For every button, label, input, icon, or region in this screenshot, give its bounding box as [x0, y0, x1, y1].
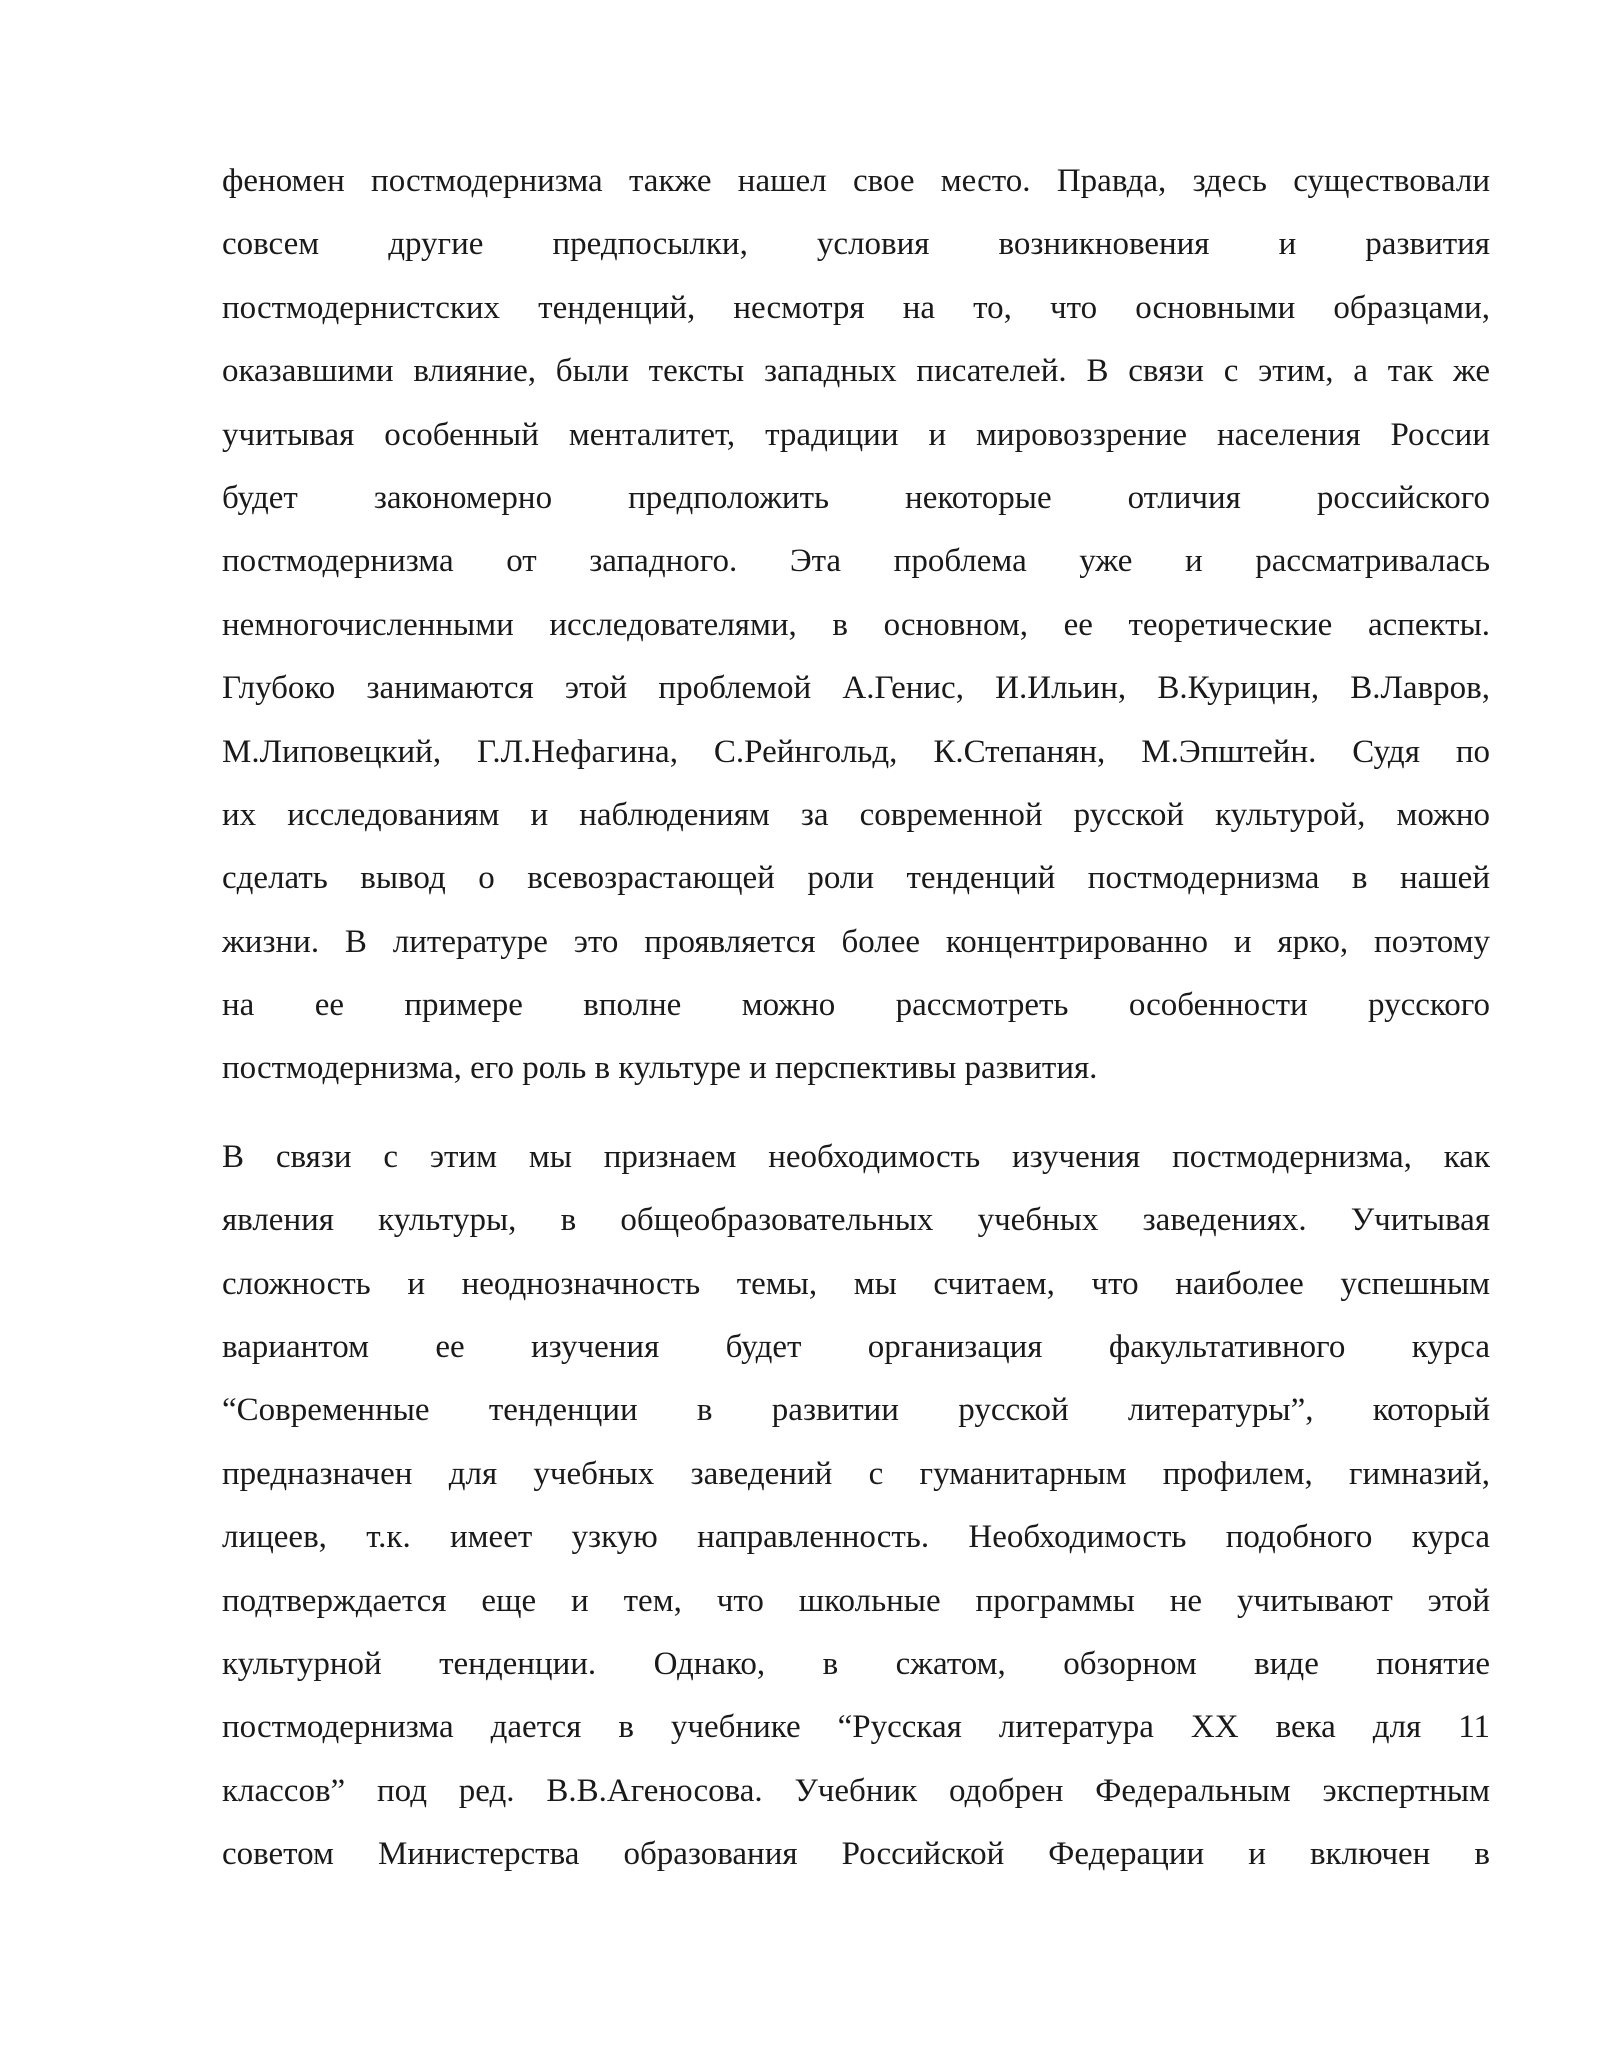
- text-line: немногочисленными исследователями, в основном, ее теоретические аспекты.: [222, 606, 1490, 643]
- text-line: феномен постмодернизма также нашел свое место. Правда, здесь существовали: [222, 163, 1490, 199]
- text-line: явления культуры, в общеобразовательных учебных заведениях. Учитывая: [222, 1202, 1490, 1239]
- paragraph-spacing: [222, 1101, 1490, 1126]
- text-line: на ее примере вполне можно рассмотреть особенности русского: [222, 987, 1490, 1024]
- text-line: лицеев, т.к. имеет узкую направленность. Необходимость подобного курса: [222, 1519, 1490, 1556]
- text-line: “Современные тенденции в развитии русской литературы”, который: [222, 1392, 1490, 1429]
- text-line: М.Липовецкий, Г.Л.Нефагина, С.Рейнгольд, К.Степанян, М.Эпштейн. Судя по: [222, 733, 1490, 770]
- text-line: классов” под ред. В.В.Агеносова. Учебник одобрен Федеральным экспертным: [222, 1772, 1490, 1809]
- text-line: Глубоко занимаются этой проблемой А.Генис, И.Ильин, В.Курицин, В.Лавров,: [222, 670, 1490, 707]
- text-line: их исследованиям и наблюдениям за современной русской культурой, можно: [222, 796, 1490, 833]
- text-line: советом Министерства образования Российской Федерации и включен в: [222, 1836, 1490, 1873]
- text-line: сделать вывод о всевозрастающей роли тенденций постмодернизма в нашей: [222, 860, 1490, 897]
- text-line: оказавшими влияние, были тексты западных писателей. В связи с этим, а так же: [222, 353, 1490, 390]
- text-line: В связи с этим мы признаем необходимость изучения постмодернизма, как: [222, 1138, 1490, 1175]
- text-line: предназначен для учебных заведений с гуманитарным профилем, гимназий,: [222, 1455, 1490, 1492]
- text-line: подтверждается еще и тем, что школьные программы не учитывают этой: [222, 1582, 1490, 1619]
- body-text: [222, 150, 1490, 1887]
- text-line: постмодернизма, его роль в культуре и перспективы развития.: [222, 1050, 1098, 1087]
- paragraph-1: [222, 150, 1490, 1101]
- text-line: вариантом ее изучения будет организация факультативного курса: [222, 1329, 1490, 1366]
- text-line: сложность и неоднозначность темы, мы считаем, что наиболее успешным: [222, 1265, 1490, 1302]
- text-line: учитывая особенный менталитет, традиции и мировоззрение населения России: [222, 416, 1490, 453]
- text-line: жизни. В литературе это проявляется более концентрированно и ярко, поэтому: [222, 923, 1490, 960]
- paragraph-2: [222, 1126, 1490, 1887]
- text-line: постмодернизма от западного. Эта проблема уже и рассматривалась: [222, 543, 1490, 580]
- text-line: совсем другие предпосылки, условия возникновения и развития: [222, 226, 1490, 263]
- text-line: культурной тенденции. Однако, в сжатом, обзорном виде понятие: [222, 1645, 1490, 1682]
- text-line: будет закономерно предположить некоторые отличия российского: [222, 479, 1490, 516]
- text-line: постмодернистских тенденций, несмотря на то, что основными образцами,: [222, 289, 1490, 326]
- text-line: постмодернизма дается в учебнике “Русская литература XX века для 11: [222, 1709, 1490, 1746]
